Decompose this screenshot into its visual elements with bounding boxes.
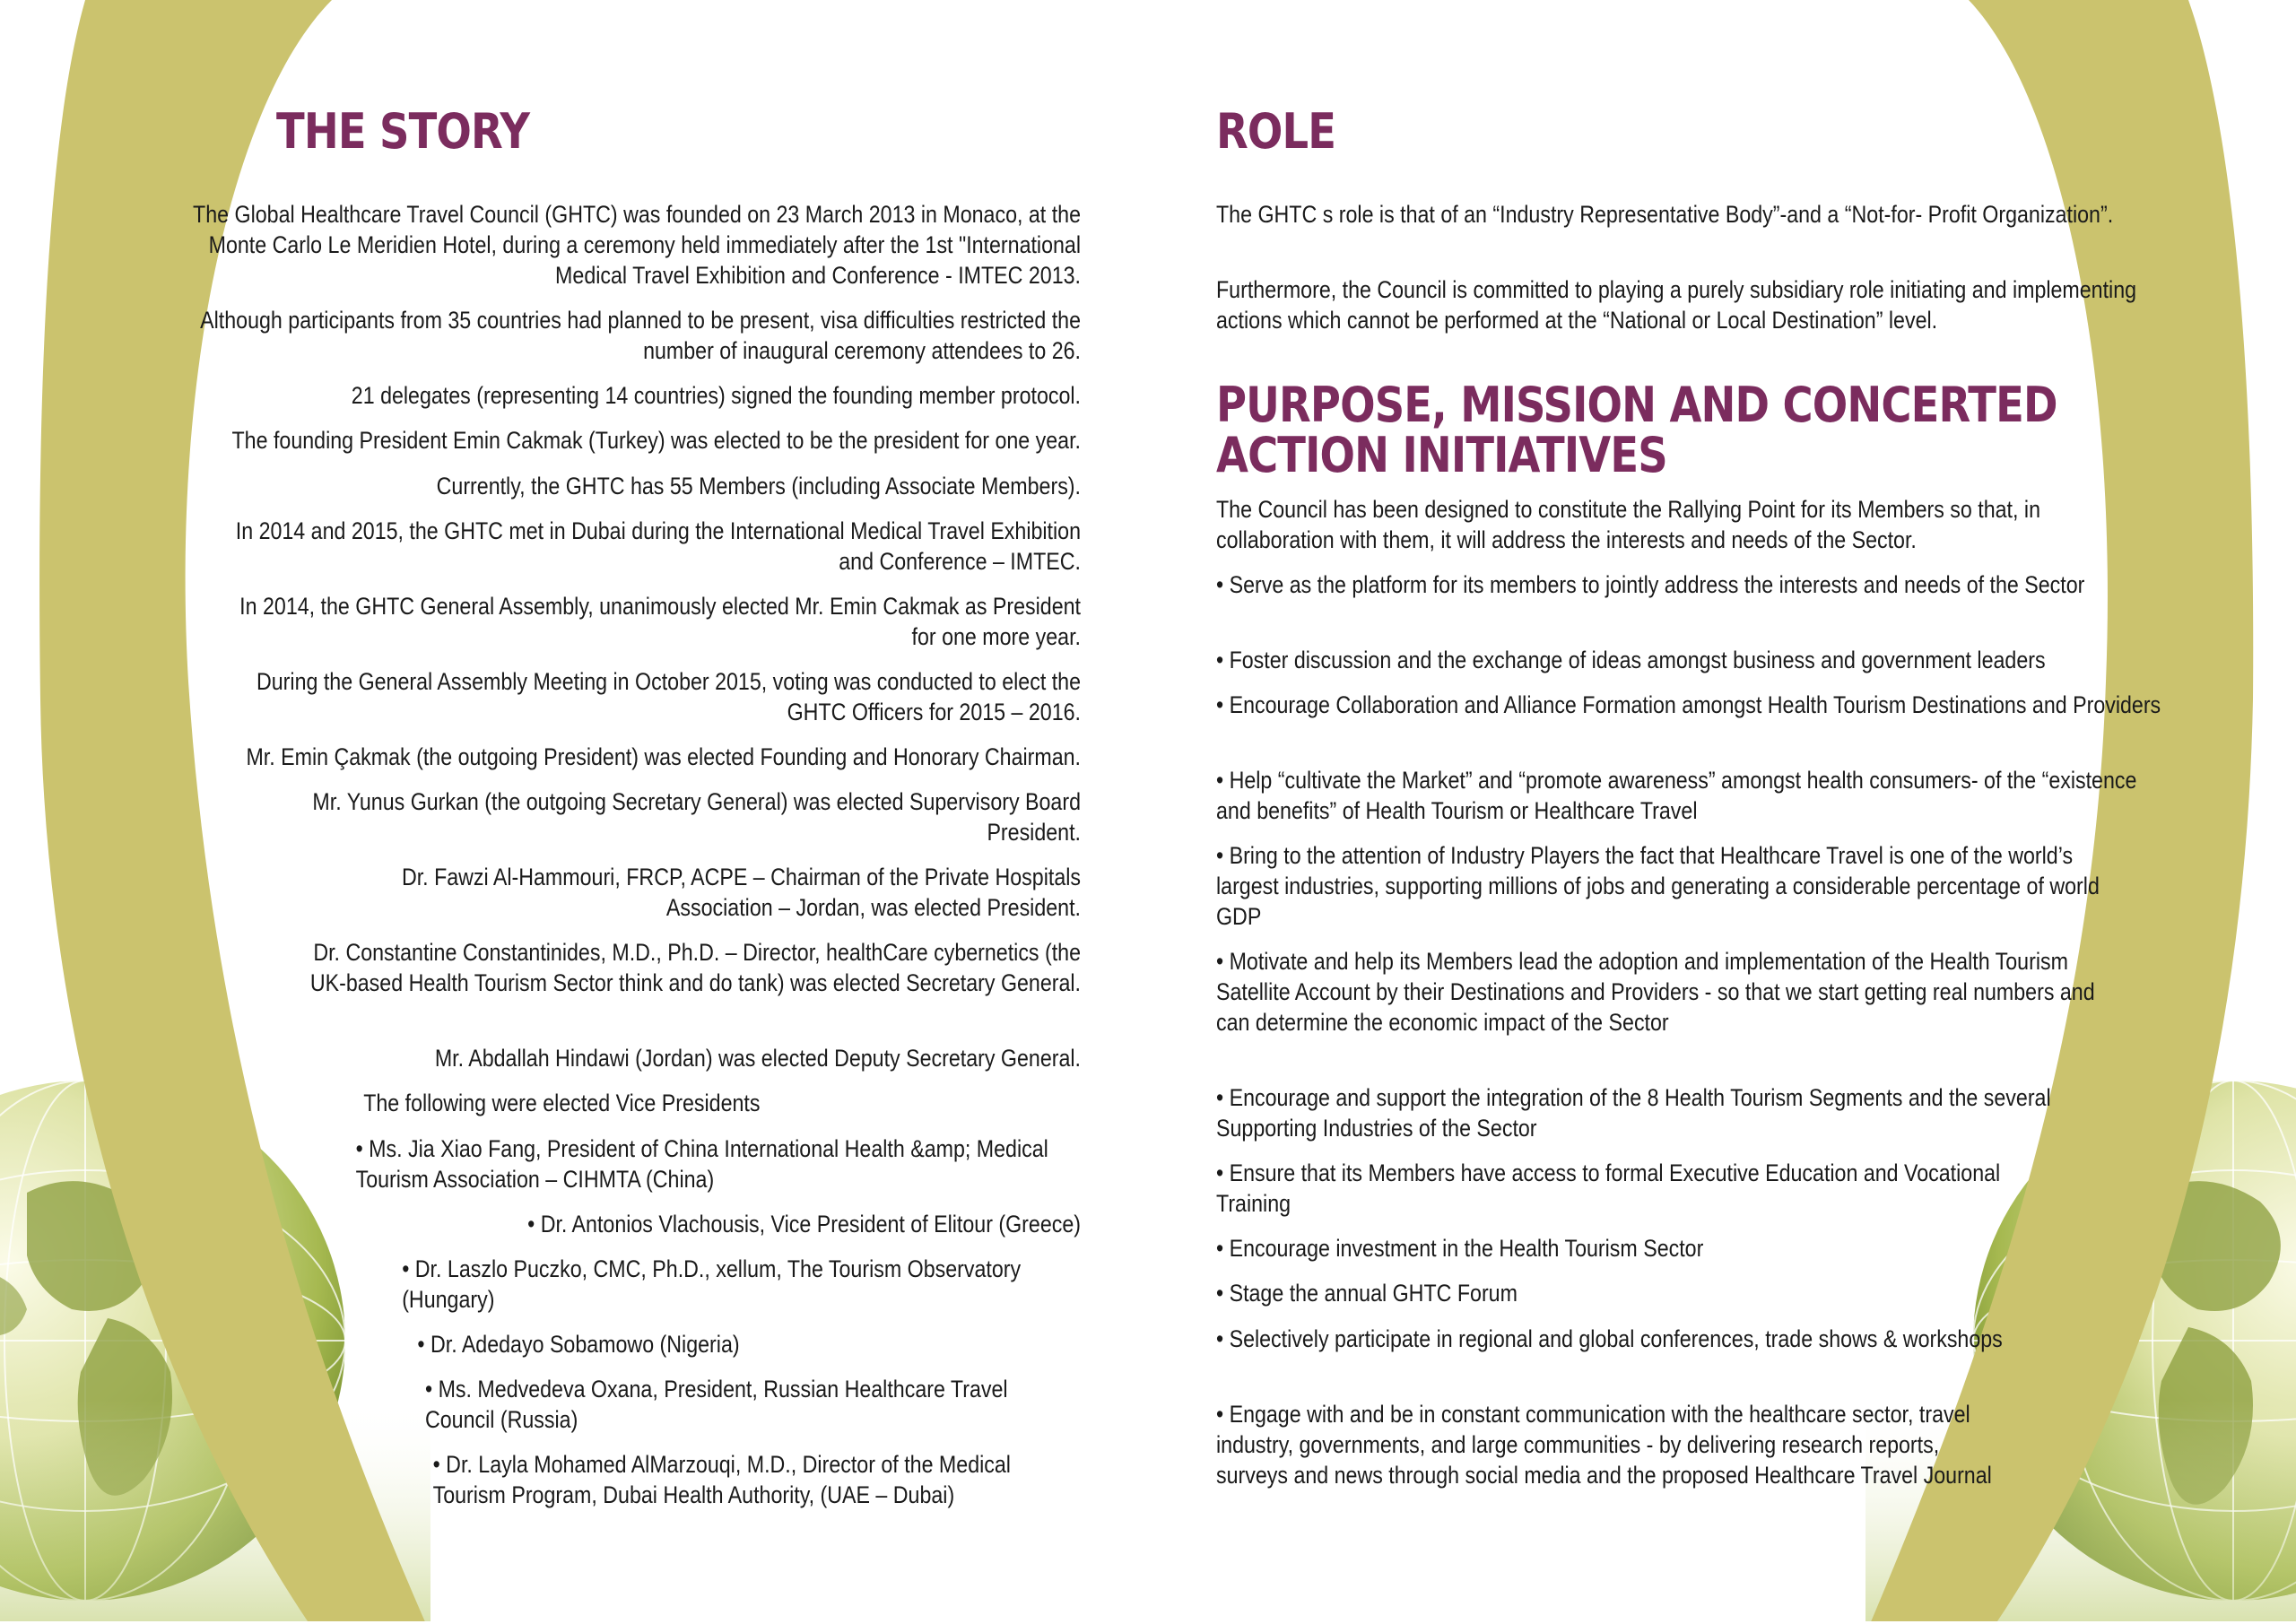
purpose-bullet: • Encourage investment in the Health Tourism Sector [1216, 1235, 1704, 1262]
purpose-bullet: • Bring to the attention of Industry Players the fact that Healthcare Travel is one of the world’s largest industries, supporting millions of jobs and generating a considerable percentage of world GDP [1216, 842, 2100, 930]
story-paragraph: Mr. Abdallah Hindawi (Jordan) was elected Deputy Secretary General. [434, 1045, 1081, 1072]
purpose-bullet: • Encourage and support the integration of the 8 Health Tourism Segments and the several Supporting Industries of the Sector [1216, 1084, 2051, 1142]
story-paragraph: Dr. Fawzi Al-Hammouri, FRCP, ACPE – Chairman of the Private Hospitals Association – Jordan, was elected President. [401, 864, 1081, 921]
purpose-intro: The Council has been designed to constitute the Rallying Point for its Members so that, in collaboration with them, it will address the interests and needs of the Sector. [1216, 496, 2040, 553]
story-paragraph: Mr. Yunus Gurkan (the outgoing Secretary General) was elected Supervisory Board President. [312, 788, 1082, 846]
role-paragraph: The GHTC s role is that of an “Industry Representative Body”-and a “Not-for- Profit Organization”. [1216, 201, 2114, 228]
story-paragraph: • Dr. Laszlo Puczko, CMC, Ph.D., xellum, The Tourism Observatory (Hungary) [402, 1255, 1022, 1313]
story-paragraph: During the General Assembly Meeting in October 2015, voting was conducted to elect the GHTC Officers for 2015 – 2016. [256, 668, 1081, 725]
story-paragraph: In 2014, the GHTC General Assembly, unanimously elected Mr. Emin Cakmak as President for one more year. [239, 593, 1081, 650]
story-paragraph: The Global Healthcare Travel Council (GHTC) was founded on 23 March 2013 in Monaco, at the Monte Carlo Le Meridien Hotel, during a ceremony held immediately after the 1st "International Medical Travel Exhibition and Conference - IMTEC 2013. [193, 201, 1081, 289]
purpose-bullet: • Selectively participate in regional and global conferences, trade shows & workshops [1216, 1325, 2003, 1352]
purpose-bullet: • Encourage Collaboration and Alliance Formation amongst Health Tourism Destinations and Providers [1216, 691, 2161, 718]
story-paragraph: • Ms. Jia Xiao Fang, President of China International Health &amp; Medical Tourism Association – CIHMTA (China) [355, 1135, 1048, 1193]
story-paragraph: • Dr. Antonios Vlachousis, Vice President of Elitour (Greece) [527, 1211, 1081, 1238]
story-paragraph: Although participants from 35 countries had planned to be present, visa difficulties restricted the number of inaugural ceremony attendees to 26. [200, 307, 1081, 364]
story-paragraph: 21 delegates (representing 14 countries) signed the founding member protocol. [351, 382, 1081, 409]
purpose-bullet: • Help “cultivate the Market” and “promote awareness” amongst health consumers- of the “existence and benefits” of Health Tourism or Healthcare Travel [1216, 767, 2137, 824]
story-paragraph: • Ms. Medvedeva Oxana, President, Russian Healthcare Travel Council (Russia) [425, 1376, 1008, 1433]
purpose-title: PURPOSE, MISSION AND CONCERTED ACTION INITIATIVES [1216, 377, 2057, 483]
story-paragraph: The following were elected Vice Presidents [363, 1090, 761, 1116]
role-title: ROLE [1216, 103, 1336, 160]
story-paragraph: Currently, the GHTC has 55 Members (including Associate Members). [436, 473, 1082, 499]
purpose-bullet: • Engage with and be in constant communication with the healthcare sector, travel industry, governments, and large communities - by delivering research reports, surveys and news through social media and the proposed Healthcare Travel Journal [1216, 1401, 1992, 1489]
story-paragraph: • Dr. Layla Mohamed AlMarzouqi, M.D., Director of the Medical Tourism Program, Dubai Health Authority, (UAE – Dubai) [432, 1451, 1011, 1508]
story-paragraph: In 2014 and 2015, the GHTC met in Dubai during the International Medical Travel Exhibition and Conference – IMTEC. [235, 517, 1082, 575]
purpose-bullet: • Foster discussion and the exchange of ideas amongst business and government leaders [1216, 647, 2046, 673]
purpose-bullet: • Ensure that its Members have access to formal Executive Education and Vocational Training [1216, 1159, 2001, 1217]
story-title: THE STORY [276, 103, 530, 160]
purpose-bullet: • Serve as the platform for its members to jointly address the interests and needs of the Sector [1216, 571, 2085, 598]
story-paragraph: The founding President Emin Cakmak (Turkey) was elected to be the president for one year. [231, 427, 1081, 454]
purpose-bullet: • Motivate and help its Members lead the adoption and implementation of the Health Tourism Satellite Account by their Destinations and Providers - so that we start getting real numbers and can determine the economic impact of the Sector [1216, 948, 2095, 1036]
purpose-bullet: • Stage the annual GHTC Forum [1216, 1280, 1518, 1307]
story-paragraph: • Dr. Adedayo Sobamowo (Nigeria) [417, 1331, 740, 1358]
story-paragraph: Mr. Emin Çakmak (the outgoing President) was elected Founding and Honorary Chairman. [246, 743, 1081, 770]
story-paragraph: Dr. Constantine Constantinides, M.D., Ph.D. – Director, healthCare cybernetics (the UK-based Health Tourism Sector think and do tank) was elected Secretary General. [309, 939, 1081, 996]
role-paragraph: Furthermore, the Council is committed to playing a purely subsidiary role initiating and implementing actions which cannot be performed at the “National or Local Destination” level. [1216, 276, 2137, 334]
